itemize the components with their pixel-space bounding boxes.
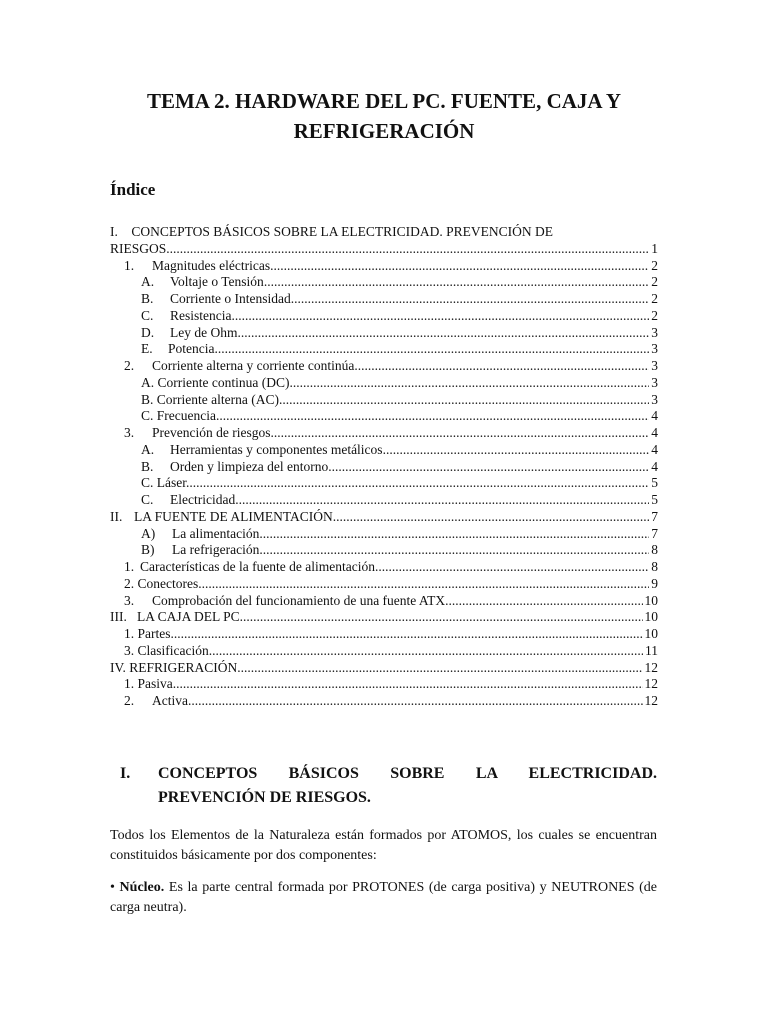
toc-entry-marker: B. <box>141 291 154 306</box>
toc-entry[interactable] <box>110 325 658 342</box>
toc-leader-dots <box>263 542 650 559</box>
toc-leader-dots <box>378 559 649 576</box>
toc-entry-text: RIESGOS <box>110 240 167 256</box>
section-heading <box>120 762 657 810</box>
toc-entry[interactable] <box>110 676 658 693</box>
toc-leader-dots <box>279 392 649 409</box>
title-line-2: REFRIGERACIÓN <box>293 119 475 143</box>
toc-entry-marker: II. <box>110 508 123 524</box>
toc-entry-marker: A) <box>141 525 156 541</box>
toc-page-number: 10 <box>644 592 658 608</box>
toc-entry[interactable] <box>110 475 658 492</box>
toc-page-number: 4 <box>651 425 658 440</box>
toc-entry[interactable] <box>110 660 658 677</box>
toc-entry-text: Prevención de riesgos <box>152 425 271 440</box>
toc-entry-marker: 2. <box>124 693 135 708</box>
toc-leader-dots <box>333 509 649 526</box>
title-line-1: TEMA 2. HARDWARE DEL PC. FUENTE, CAJA Y <box>146 89 622 113</box>
toc-page-number: 11 <box>645 642 658 658</box>
toc-entry-marker: 3. <box>124 592 135 608</box>
toc-leader-dots <box>188 693 643 710</box>
toc-entry-marker: III. <box>110 609 127 625</box>
toc-entry-text: 1. Pasiva <box>124 676 173 692</box>
toc-entry-text: Corriente alterna y corriente continúa <box>152 358 355 373</box>
toc-leader-dots <box>332 459 650 476</box>
toc-leader-dots <box>240 609 643 626</box>
toc-leader-dots <box>289 375 649 392</box>
bullet-text: Es la parte central formada por PROTONES (de carga positiva) y NEUTRONES (de carga neutra). <box>110 880 658 915</box>
section-title-line-2: PREVENCIÓN DE RIESGOS. <box>158 789 371 806</box>
toc-leader-dots <box>209 643 643 660</box>
toc-entry-marker: 1. <box>124 257 135 273</box>
toc-entry-marker: A. <box>141 274 155 290</box>
toc-leader-dots <box>237 660 642 677</box>
toc-entry[interactable] <box>110 693 658 710</box>
bullet-term: Núcleo. <box>119 880 165 895</box>
toc-entry[interactable] <box>110 291 658 308</box>
toc-leader-dots <box>189 475 649 492</box>
toc-page-number: 1 <box>651 240 658 256</box>
toc-entry[interactable] <box>110 542 658 559</box>
toc-entry[interactable] <box>110 392 658 409</box>
toc-entry-text: IV. REFRIGERACIÓN <box>110 659 238 675</box>
toc-entry-marker: C. <box>141 307 154 323</box>
toc-page-number: 5 <box>651 475 658 491</box>
section-title-line-1: CONCEPTOS BÁSICOS SOBRE LA ELECTRICIDAD. <box>158 765 657 782</box>
toc-page-number: 3 <box>651 374 658 390</box>
toc-entry-text: Corriente o Intensidad <box>170 291 291 306</box>
toc-leader-dots <box>270 425 649 442</box>
toc-leader-dots <box>216 408 649 425</box>
toc-entry-marker: D. <box>141 324 155 340</box>
toc-entry-text: Herramientas y componentes metálicos <box>170 441 383 457</box>
toc-page-number: 8 <box>651 542 658 558</box>
toc-entry-text: Ley de Ohm <box>170 324 238 340</box>
toc-leader-dots <box>231 308 649 325</box>
toc-leader-dots <box>215 341 650 358</box>
toc-entry-text: Resistencia <box>170 307 232 323</box>
toc-entry-text: A. Corriente continua (DC) <box>141 374 290 390</box>
toc-entry[interactable] <box>110 492 658 509</box>
toc-entry[interactable] <box>110 408 658 425</box>
toc-entry[interactable] <box>110 626 658 643</box>
toc-page-number: 3 <box>651 358 658 373</box>
toc-leader-dots <box>237 325 649 342</box>
toc-entry-text: Características de la fuente de alimentación. <box>140 559 379 574</box>
toc-entry[interactable] <box>110 509 658 526</box>
toc-first-line: I. CONCEPTOS BÁSICOS SOBRE LA ELECTRICIDAD. PREVENCIÓN DE <box>110 224 554 239</box>
bullet-symbol: • <box>110 880 115 895</box>
toc-leader-dots <box>383 442 650 459</box>
toc-entry-text: Potencia <box>168 341 215 357</box>
toc-entry-text: Electricidad <box>170 492 236 507</box>
toc-page-number: 3 <box>651 324 658 340</box>
toc-entry-marker: B. <box>141 458 154 474</box>
bullet-paragraph <box>110 878 657 918</box>
toc-entry-marker: E. <box>141 341 153 357</box>
toc-page-number: 4 <box>651 458 658 474</box>
table-of-contents <box>110 224 658 710</box>
toc-entry[interactable] <box>110 425 658 442</box>
toc-page-number: 12 <box>644 659 658 675</box>
toc-entry[interactable] <box>110 341 658 358</box>
toc-entry[interactable] <box>110 258 658 275</box>
toc-leader-dots <box>354 358 649 375</box>
toc-entry[interactable] <box>110 576 658 593</box>
toc-entry-text: C. Láser. <box>141 475 190 491</box>
toc-entry-text: Orden y limpieza del entorno. <box>170 458 332 474</box>
toc-entry-text: Voltaje o Tensión <box>170 274 264 290</box>
toc-page-number: 2 <box>651 307 658 323</box>
toc-leader-dots <box>166 241 649 258</box>
toc-page-number: 4 <box>651 408 658 424</box>
toc-page-number: 7 <box>651 508 658 524</box>
index-heading: Índice <box>110 180 156 199</box>
section-number: I. <box>120 765 131 782</box>
toc-entry-marker: B) <box>141 542 155 558</box>
toc-entry[interactable] <box>110 442 658 459</box>
toc-leader-dots <box>259 526 649 543</box>
toc-entry-marker: 3. <box>124 425 135 440</box>
toc-entry-marker: C. <box>141 492 154 507</box>
toc-entry-marker: 2. <box>124 358 135 373</box>
toc-entry-text: La alimentación <box>172 525 260 541</box>
toc-entry[interactable] <box>110 609 658 626</box>
toc-page-number: 12 <box>644 693 658 708</box>
toc-entry[interactable] <box>110 459 658 476</box>
toc-leader-dots <box>173 676 643 693</box>
toc-entry-text: Magnitudes eléctricas <box>152 257 271 273</box>
toc-entry[interactable] <box>110 274 658 291</box>
toc-entry-marker: A. <box>141 441 155 457</box>
toc-leader-dots <box>235 492 649 509</box>
toc-entry[interactable] <box>110 593 658 610</box>
toc-page-number: 5 <box>651 492 658 507</box>
toc-entry[interactable] <box>110 241 658 258</box>
toc-entry-marker: 1. <box>124 559 135 574</box>
toc-leader-dots <box>291 291 650 308</box>
toc-page-number: 10 <box>644 626 658 641</box>
toc-entry[interactable] <box>110 308 658 325</box>
toc-entry-text: La refrigeración. <box>172 542 263 558</box>
toc-page-number: 3 <box>651 391 658 407</box>
toc-entry-text: C. Frecuencia <box>141 408 216 424</box>
toc-entry[interactable] <box>110 526 658 543</box>
toc-entry-text: 3. Clasificación <box>124 642 209 658</box>
toc-page-number: 7 <box>651 525 658 541</box>
toc-page-number: 2 <box>651 257 658 273</box>
toc-entry-text: LA FUENTE DE ALIMENTACIÓN <box>134 508 333 524</box>
toc-leader-dots <box>198 576 649 593</box>
toc-page-number: 2 <box>651 291 658 306</box>
toc-entry[interactable] <box>110 375 658 392</box>
toc-page-number: 8 <box>651 559 658 574</box>
toc-page-number: 4 <box>651 441 658 457</box>
toc-entry[interactable] <box>110 358 658 375</box>
toc-entry-text: LA CAJA DEL PC <box>137 609 240 625</box>
toc-page-number: 2 <box>651 274 658 290</box>
toc-entry-text: 2. Conectores <box>124 575 199 591</box>
toc-entry-text: B. Corriente alterna (AC) <box>141 391 279 407</box>
body-paragraph: Todos los Elementos de la Naturaleza están formados por ATOMOS, los cuales se encuentran constituidos básicamente por dos componentes: <box>110 828 657 863</box>
toc-leader-dots <box>264 274 649 291</box>
toc-page-number: 12 <box>644 676 658 692</box>
toc-leader-dots <box>270 258 649 275</box>
toc-leader-dots <box>445 593 642 610</box>
toc-page-number: 9 <box>651 575 658 591</box>
toc-leader-dots <box>171 626 643 643</box>
toc-page-number: 10 <box>644 609 658 625</box>
toc-page-number: 3 <box>651 341 658 357</box>
toc-entry-text: Comprobación del funcionamiento de una fuente ATX <box>152 592 446 608</box>
page-title <box>60 86 708 146</box>
toc-entry[interactable] <box>110 643 658 660</box>
toc-entry-text: Activa <box>152 693 188 708</box>
toc-entry[interactable] <box>110 559 658 576</box>
toc-entry-text: 1. Partes <box>124 626 171 641</box>
